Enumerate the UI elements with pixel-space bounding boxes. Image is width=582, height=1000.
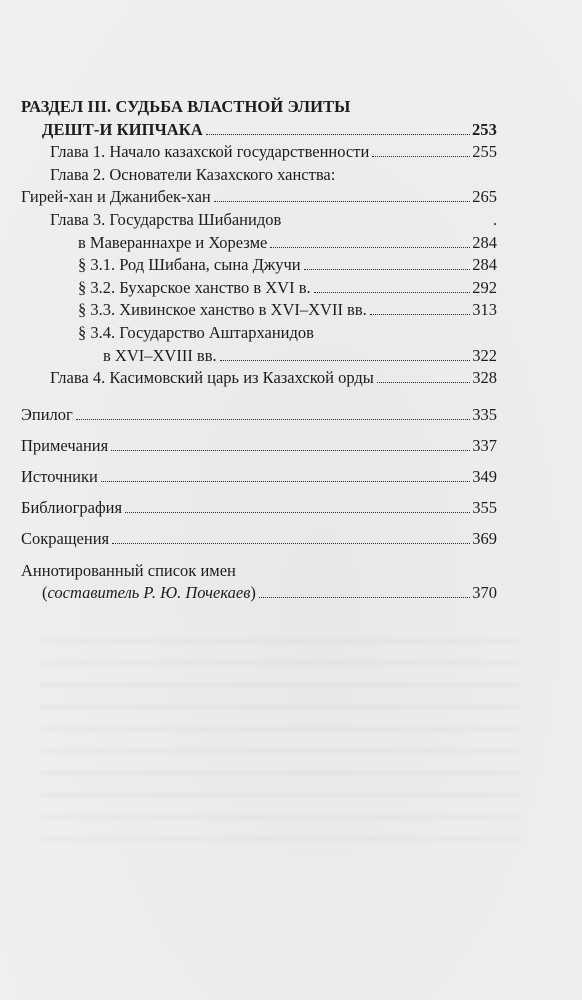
dot-leader: [206, 134, 470, 135]
toc-entry-section-3-3: [21, 299, 497, 322]
dot-leader: [125, 512, 470, 513]
show-through-text: [40, 640, 520, 840]
dot-leader: [214, 201, 471, 202]
page-number: 335: [472, 404, 497, 424]
page-number: 255: [472, 142, 497, 162]
page-number: 369: [472, 529, 497, 549]
toc-entry-epilogue: [21, 404, 497, 427]
dot-leader: [101, 481, 470, 482]
toc-entry-sources: [21, 466, 497, 489]
paren-close: ): [250, 583, 256, 603]
entry-title: Глава 4. Касимовский царь из Казахской орды: [50, 368, 374, 388]
dot-leader: [377, 382, 470, 383]
toc-entry-abbreviations: [21, 528, 497, 551]
dot-leader: [259, 597, 470, 598]
entry-title-cont: в Мавераннахре и Хорезме: [78, 232, 268, 252]
section-title: РАЗДЕЛ III. СУДЬБА ВЛАСТНОЙ ЭЛИТЫ: [21, 97, 351, 116]
section-title-cont: ДЕШТ-И КИПЧАКА: [42, 119, 203, 139]
entry-title: Аннотированный список имен: [21, 560, 236, 580]
toc-entry-chapter-3-line1: [21, 209, 497, 232]
toc-entry-chapter-1: [21, 141, 497, 164]
dot-leader: [372, 156, 470, 157]
entry-title-cont: Гирей-хан и Джанибек-хан: [21, 187, 211, 207]
page-number: 349: [472, 467, 497, 487]
dot-leader: [304, 269, 471, 270]
toc-entry-index-line1: [21, 560, 497, 583]
toc-entry-chapter-2-line2: [21, 186, 497, 209]
dot-leader: [76, 419, 470, 420]
page-number: 322: [472, 345, 497, 365]
toc-entry-notes: [21, 435, 497, 458]
toc-entry-chapter-2-line1: [21, 164, 497, 187]
page-number: 284: [472, 232, 497, 252]
toc-entry-section-3-1: [21, 254, 497, 277]
page-number: 328: [472, 368, 497, 388]
section-heading-line1: [21, 96, 497, 119]
entry-title: § 3.1. Род Шибана, сына Джучи: [78, 255, 301, 275]
entry-title: § 3.4. Государство Аштарханидов: [78, 322, 314, 342]
page-number: 313: [472, 300, 497, 320]
toc-entry-chapter-4: [21, 367, 497, 390]
entry-title: Источники: [21, 467, 98, 487]
toc-entry-section-3-2: [21, 277, 497, 300]
dot-leader: [111, 450, 470, 451]
entry-title-cont: в XVI–XVIII вв.: [103, 345, 217, 365]
dot-leader: [270, 247, 470, 248]
entry-title: § 3.2. Бухарское ханство в XVI в.: [78, 277, 311, 297]
paren-open: (: [42, 583, 48, 603]
toc-entry-index-line2: [21, 582, 497, 605]
entry-title: Глава 1. Начало казахской государственности: [50, 142, 370, 162]
table-of-contents: [21, 96, 497, 605]
toc-entry-bibliography: [21, 497, 497, 520]
entry-title-cont: [42, 582, 256, 605]
entry-title: Библиография: [21, 498, 123, 518]
entry-title: Сокращения: [21, 529, 110, 549]
page-number: 292: [472, 277, 497, 297]
entry-title: § 3.3. Хивинское ханство в XVI–XVII вв.: [78, 300, 367, 320]
entry-title: Эпилог: [21, 404, 73, 424]
toc-entry-chapter-3-line2: [21, 232, 497, 255]
toc-entry-section-3-4-line2: [21, 345, 497, 368]
stray-mark: .: [492, 209, 497, 229]
toc-entry-section-3-4-line1: [21, 322, 497, 345]
dot-leader: [370, 314, 470, 315]
dot-leader: [112, 543, 470, 544]
entry-title: Глава 2. Основатели Казахского ханства:: [50, 164, 336, 184]
dot-leader: [220, 360, 471, 361]
page-number: 370: [472, 583, 497, 603]
section-heading-line2: [21, 119, 497, 142]
entry-title: Глава 3. Государства Шибанидов: [50, 209, 282, 229]
entry-title: Примечания: [21, 435, 109, 455]
dot-leader: [314, 292, 471, 293]
page-number: 355: [472, 498, 497, 518]
page-number: 284: [472, 255, 497, 275]
page-number: 253: [471, 119, 497, 139]
compiler-credit: составитель Р. Ю. Почекаев: [47, 583, 251, 603]
page-number: 337: [472, 435, 497, 455]
page-number: 265: [472, 187, 497, 207]
